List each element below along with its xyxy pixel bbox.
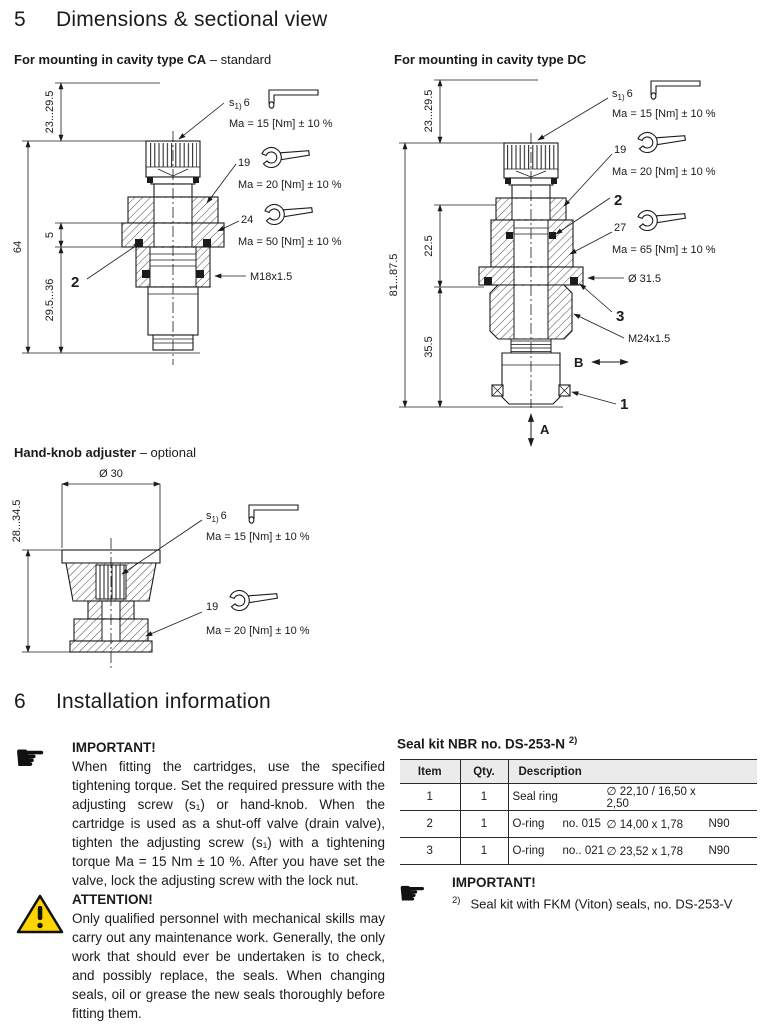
cell-item: 1 <box>400 784 460 811</box>
dc-item1-label: 1 <box>620 396 629 413</box>
dc-diameter-label: Ø 31.5 <box>628 273 662 285</box>
pointing-hand-icon: ☛ <box>398 875 427 911</box>
ca-dim-hex: 5 <box>44 231 56 239</box>
col-header-qty: Qty. <box>460 760 508 784</box>
ca-torque-24: Ma = 50 [Nm] ± 10 % <box>238 236 342 248</box>
ca-dim-top: 23...29.5 <box>44 90 56 134</box>
ca-dim-lower: 29.5...36 <box>44 278 56 322</box>
handknob-torque-s: Ma = 15 [Nm] ± 10 % <box>206 531 310 543</box>
handknob-torque-19: Ma = 20 [Nm] ± 10 % <box>206 625 310 637</box>
ca-heading <box>14 52 271 67</box>
dc-item2-label: 2 <box>614 192 623 209</box>
wrench-icon <box>264 199 313 225</box>
dc-dim-overall: 81...87.5 <box>388 253 400 297</box>
important1-body: When fitting the cartridges, use the specified tightening torque. Set the required pressure with the adjusting screw (s₁) or hand-knob. When the cartridge is used as a shut-off valve (drain valve), tighten the adjusting screw (s₁) with a tightening torque Ma = 15 Nm ± 10 %. After you have set the valve, lock the adjusting screw with the lock nut. <box>72 759 385 888</box>
section-6-heading <box>14 690 271 714</box>
ca-heading-bold: For mounting in cavity type CA <box>14 52 207 67</box>
allen-key-icon <box>651 81 700 99</box>
handknob-dim-dia: Ø 30 <box>99 468 123 480</box>
col-header-item: Item <box>400 760 460 784</box>
sealkit-title: Seal kit NBR no. DS-253-N $^{2)}$ <box>397 735 578 752</box>
ca-item2-label: 2 <box>71 274 80 291</box>
dc-hex-size-label: $s_{1)}$ 6 <box>612 88 633 102</box>
dc-dim-lower: 35.5 <box>423 336 435 358</box>
dc-dim-top: 23...29.5 <box>423 89 435 133</box>
dc-oring-item3 <box>484 277 492 285</box>
section-6-title: Installation information <box>56 690 271 713</box>
dc-port-a-label: A <box>540 422 550 437</box>
section-5-heading <box>14 8 328 32</box>
dc-port-b-label: B <box>574 355 584 370</box>
dc-valve-body <box>479 133 583 408</box>
handknob-heading-bold: Hand-knob adjuster <box>14 445 137 460</box>
cell-item: 3 <box>400 838 460 865</box>
ca-dim-overall: 64 <box>12 240 24 254</box>
sealkit-table <box>400 759 757 865</box>
important2-footnote <box>452 895 732 911</box>
dc-item3-label: 3 <box>616 308 625 325</box>
dc-heading-bold: For mounting in cavity type DC <box>394 52 587 67</box>
allen-key-icon <box>269 90 318 108</box>
handknob-hex-size-label: $s_{1)}$ 6 <box>206 510 227 524</box>
ca-hex-size-label: $s_{1)}$ 6 <box>229 97 250 111</box>
footnote-marker: 2) <box>452 895 461 906</box>
attention-title: ATTENTION! <box>72 892 153 907</box>
pointing-hand-icon: ☛ <box>14 737 47 778</box>
dc-thread-label: M24x1.5 <box>628 333 671 345</box>
table-row <box>400 811 757 838</box>
ca-heading-suffix: – standard <box>206 52 272 67</box>
ca-wrench19-label: 19 <box>238 157 251 169</box>
cell-item: 2 <box>400 811 460 838</box>
dc-torque-27: Ma = 65 [Nm] ± 10 % <box>612 244 716 256</box>
handknob-dim-height: 28...34.5 <box>11 499 23 543</box>
dc-heading <box>394 52 586 67</box>
wrench-icon <box>229 585 278 611</box>
section-5-number: 5 <box>14 8 26 31</box>
attention-body: Only qualified personnel with mechanical skills may carry out any maintenance work. Generally, the only work that should ever be undertaken is to check, and possibly replace, the seals. When changing seals, oil or grease the new seals thoroughly before fitting them. <box>72 911 385 1021</box>
warning-triangle-icon <box>16 893 64 935</box>
dc-torque-19: Ma = 20 [Nm] ± 10 % <box>612 166 716 178</box>
allen-key-icon <box>249 505 298 523</box>
wrench-icon <box>637 127 686 153</box>
dc-torque-s: Ma = 15 [Nm] ± 10 % <box>612 108 716 120</box>
ca-wrench24-label: 24 <box>241 214 254 226</box>
handknob-drawing <box>10 464 390 686</box>
cell-description: O-ring no. 015 ∅ 14,00 x 1,78 N90 <box>508 811 757 838</box>
table-header-row <box>400 760 757 784</box>
dc-wrench19-label: 19 <box>614 144 627 156</box>
section-6-number: 6 <box>14 690 26 713</box>
col-header-description: Description <box>508 760 757 784</box>
cell-description: Seal ring ∅ 22,10 / 16,50 x 2,50 <box>508 784 757 811</box>
wrench-icon <box>261 142 310 168</box>
ca-valve-body <box>122 131 224 365</box>
dc-wrench27-label: 27 <box>614 222 627 234</box>
handknob-wrench19-label: 19 <box>206 601 219 613</box>
handknob-heading <box>14 445 196 460</box>
wrench-icon <box>637 205 686 231</box>
handknob-heading-suffix: – optional <box>136 445 197 460</box>
cell-qty: 1 <box>460 838 508 865</box>
ca-torque-19: Ma = 20 [Nm] ± 10 % <box>238 179 342 191</box>
dc-dim-mid: 22.5 <box>423 235 435 257</box>
important1-title: IMPORTANT! <box>72 740 156 755</box>
table-row <box>400 784 757 811</box>
dc-sectional-drawing <box>388 70 768 482</box>
ca-sectional-drawing <box>10 73 390 391</box>
dc-oring-item2 <box>506 232 513 239</box>
cell-qty: 1 <box>460 784 508 811</box>
sealkit-title-footnote-marker: 2) <box>568 735 578 746</box>
dc-bottom-sleeve <box>502 353 560 404</box>
footnote-text: Seal kit with FKM (Viton) seals, no. DS-253-V <box>470 896 733 912</box>
cell-qty: 1 <box>460 811 508 838</box>
ca-thread-label: M18x1.5 <box>250 271 293 283</box>
ca-torque-s: Ma = 15 [Nm] ± 10 % <box>229 118 333 130</box>
handknob-body <box>62 538 160 669</box>
important2-title: IMPORTANT! <box>452 875 536 890</box>
cell-description: O-ring no.. 021 ∅ 23,52 x 1,78 N90 <box>508 838 757 865</box>
section-5-title: Dimensions & sectional view <box>56 8 328 31</box>
table-row <box>400 838 757 865</box>
